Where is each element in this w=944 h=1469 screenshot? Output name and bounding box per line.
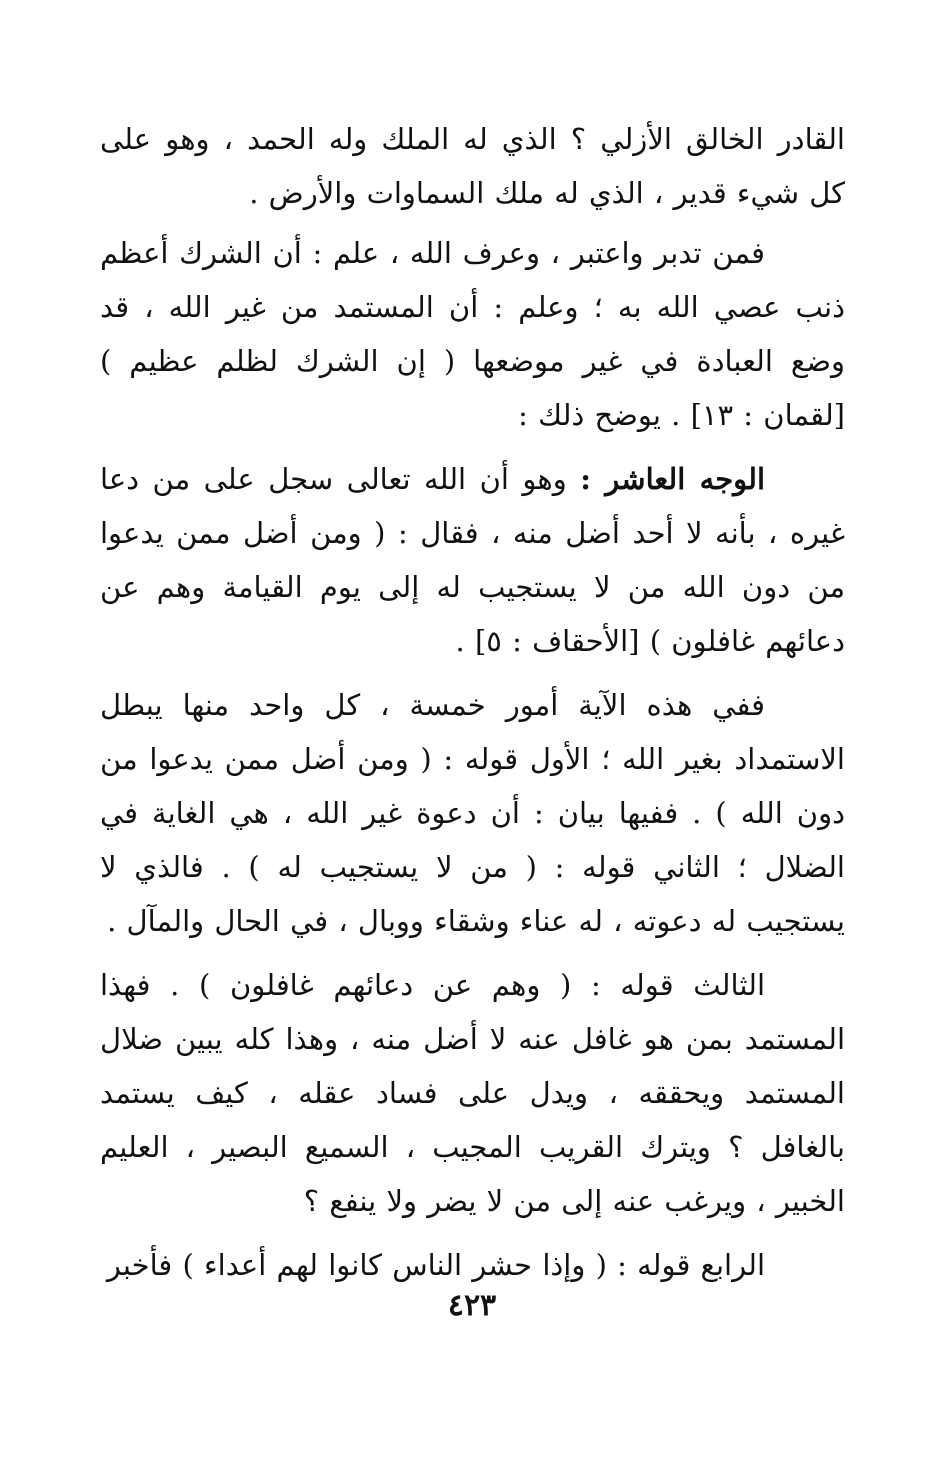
paragraph-6 <box>100 1238 845 1292</box>
paragraph-1-text: القادر الخالق الأزلي ؟ الذي له الملك وله الحمد ، وهو على كل شيء قدير ، الذي له ملك السماوات والأرض . <box>100 122 845 210</box>
page-number: ٤٢٣ <box>447 1288 497 1323</box>
paragraph-6-text: الرابع قوله : ( وإذا حشر الناس كانوا لهم أعداء ) فأخبر <box>106 1248 765 1282</box>
paragraph-4-text: ففي هذه الآية أمور خمسة ، كل واحد منها يبطل الاستمداد بغير الله ؛ الأول قوله : ( ومن أضل ممن يدعوا من دون الله ) . ففيها بيان : أن دعوة غير الله ، هي الغاية في الضلال ؛ الثاني قوله : ( من لا يستجيب له ) . فالذي لا يستجيب له دعوته ، له عناء وشقاء ووبال ، في الحال والمآل . <box>100 688 845 938</box>
page-body <box>100 112 845 1292</box>
paragraph-1 <box>100 112 845 220</box>
paragraph-3-text: وهو أن الله تعالى سجل على من دعا غيره ، بأنه لا أحد أضل منه ، فقال : ( ومن أضل ممن يدعوا من دون الله من لا يستجيب له إلى يوم القيامة وهم عن دعائهم غافلون ) [الأحقاف : ٥] . <box>100 462 845 658</box>
paragraph-4 <box>100 678 845 948</box>
paragraph-2-text: فمن تدبر واعتبر ، وعرف الله ، علم : أن الشرك أعظم ذنب عصي الله به ؛ وعلم : أن المستمد من غير الله ، قد وضع العبادة في غير موضعها ( إن الشرك لظلم عظيم ) [لقمان : ١٣] . يوضح ذلك : <box>100 236 845 432</box>
paragraph-5-text: الثالث قوله : ( وهم عن دعائهم غافلون ) . فهذا المستمد بمن هو غافل عنه لا أضل منه ، وهذا كله يبين ضلال المستمد ويحققه ، ويدل على فساد عقله ، كيف يستمد بالغافل ؟ ويترك القريب المجيب ، السميع البصير ، العليم الخبير ، ويرغب عنه إلى من لا يضر ولا ينفع ؟ <box>100 968 845 1218</box>
paragraph-3 <box>100 452 845 668</box>
paragraph-5 <box>100 958 845 1228</box>
section-heading: الوجه العاشر : <box>580 462 766 496</box>
paragraph-2 <box>100 226 845 442</box>
